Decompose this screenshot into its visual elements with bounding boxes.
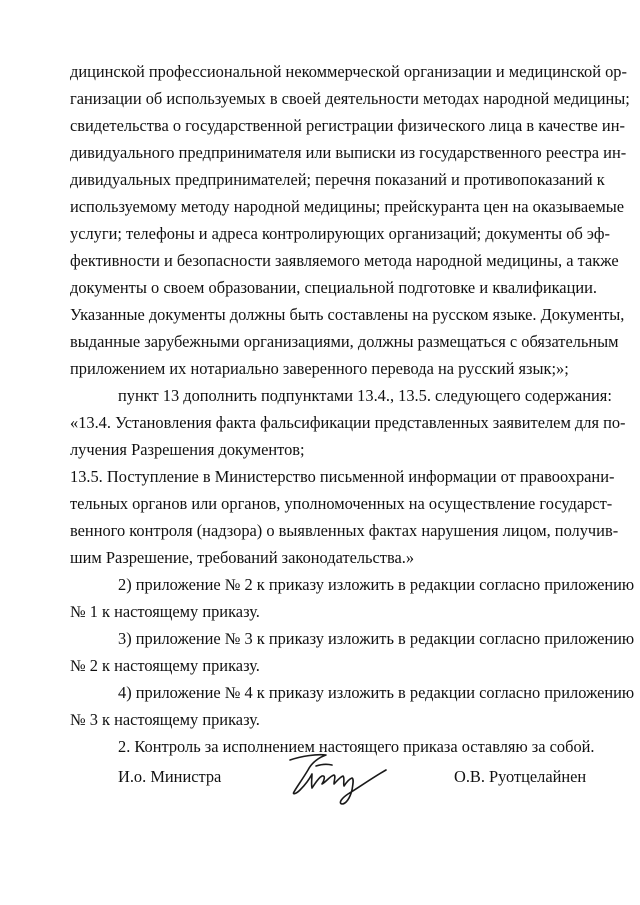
text-line: ганизации об используемых в своей деятельности методах народной медицины; [70, 89, 630, 108]
text-line: Указанные документы должны быть составлены на русском языке. Документы, [70, 305, 625, 324]
text-line: используемому методу народной медицины; прейскуранта цен на оказываемые [70, 197, 625, 216]
text-line: № 3 к настоящему приказу. [70, 710, 260, 729]
text-line: 13.5. Поступление в Министерство письменной информации от правоохрани- [70, 467, 615, 486]
text-line: лучения Разрешения документов; [70, 440, 305, 459]
text-line: № 1 к настоящему приказу. [70, 602, 260, 621]
text-line: дивидуальных предпринимателей; перечня показаний и противопоказаний к [70, 170, 605, 189]
text-line: услуги; телефоны и адреса контролирующих организаций; документы об эф- [70, 224, 610, 243]
text-line: выданные зарубежными организациями, должны размещаться с обязательным [70, 332, 619, 351]
paragraph-intro: пункт 13 дополнить подпунктами 13.4., 13.5. следующего содержания: [118, 386, 612, 405]
list-item: 3) приложение № 3 к приказу изложить в редакции согласно приложению [118, 629, 635, 648]
list-item: 4) приложение № 4 к приказу изложить в редакции согласно приложению [118, 683, 635, 702]
text-line: дивидуального предпринимателя или выписки из государственного реестра ин- [70, 143, 627, 162]
signer-name: О.В. Руотцелайнен [454, 767, 587, 786]
signature-image [282, 748, 412, 808]
text-line: фективности и безопасности заявляемого метода народной медицины, а также [70, 251, 619, 270]
text-line: приложением их нотариально заверенного перевода на русский язык;»; [70, 359, 569, 378]
position-title: И.о. Министра [118, 767, 222, 786]
text-line: № 2 к настоящему приказу. [70, 656, 260, 675]
text-line: тельных органов или органов, уполномоченных на осуществление государст- [70, 494, 613, 513]
text-line: дицинской профессиональной некоммерческой организации и медицинской ор- [70, 62, 627, 81]
text-line: шим Разрешение, требований законодательства.» [70, 548, 415, 567]
text-line: документы о своем образовании, специальной подготовке и квалификации. [70, 278, 597, 297]
list-item: 2) приложение № 2 к приказу изложить в редакции согласно приложению [118, 575, 635, 594]
text-line: венного контроля (надзора) о выявленных фактах нарушения лицом, получив- [70, 521, 619, 540]
text-line: свидетельства о государственной регистрации физического лица в качестве ин- [70, 116, 625, 135]
text-line: «13.4. Установления факта фальсификации представленных заявителем для по- [70, 413, 626, 432]
control-paragraph: 2. Контроль за исполнением настоящего приказа оставляю за собой. [118, 737, 595, 756]
